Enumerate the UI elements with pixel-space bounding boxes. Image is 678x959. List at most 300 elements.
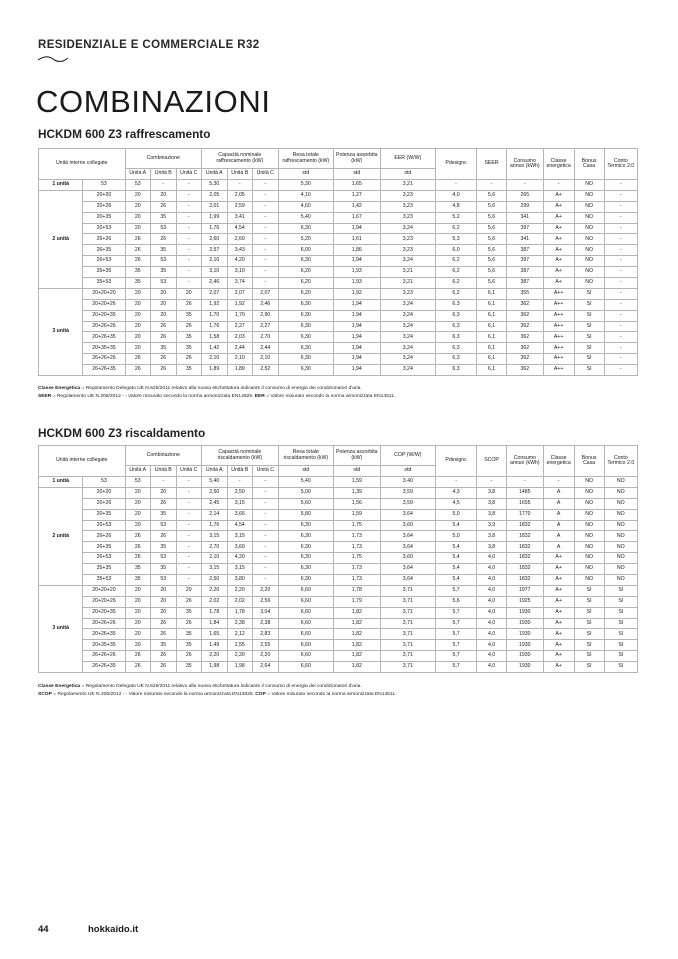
table-cell: 53 bbox=[151, 575, 177, 586]
table-cell: - bbox=[176, 267, 202, 278]
table-cell: - bbox=[543, 477, 574, 488]
table-cell: 1,93 bbox=[333, 267, 380, 278]
table-cell: 1,92 bbox=[333, 288, 380, 299]
table-cell: 26+53 bbox=[83, 553, 125, 564]
note-text: = Regolamento UE N.206/2012 - - Valore misurato secondo la norma armonizzata EN14825. bbox=[51, 393, 255, 399]
heating-table-title: HCKDM 600 Z3 riscaldamento bbox=[38, 426, 206, 440]
table-cell: 2,10 bbox=[253, 354, 279, 365]
table-cell: 397 bbox=[506, 256, 543, 267]
table-cell: 1,76 bbox=[202, 321, 228, 332]
table-cell: 20 bbox=[176, 585, 202, 596]
table-cell: 1,99 bbox=[202, 212, 228, 223]
table-cell: - bbox=[151, 180, 177, 191]
table-cell: 26+53 bbox=[83, 256, 125, 267]
table-cell: 20 bbox=[125, 190, 151, 201]
table-cell: 26 bbox=[151, 234, 177, 245]
note-label: Classe Energetica bbox=[38, 386, 81, 391]
table-cell: 20+26+35 bbox=[83, 332, 125, 343]
table-cell: - bbox=[604, 223, 637, 234]
table-cell: 6,30 bbox=[278, 343, 333, 354]
table-cell: 4,3 bbox=[436, 487, 477, 498]
table-cell: 26 bbox=[125, 365, 151, 376]
col-header-std: std bbox=[278, 169, 333, 180]
table-cell: 6,30 bbox=[278, 256, 333, 267]
table-cell: 3,15 bbox=[227, 564, 253, 575]
table-cell: 3,8 bbox=[477, 531, 507, 542]
table-cell: 2,44 bbox=[227, 343, 253, 354]
col-header-resa: Resa totale riscaldamento (kW) bbox=[278, 446, 333, 466]
table-cell: 20 bbox=[176, 288, 202, 299]
table-cell: SI bbox=[574, 343, 604, 354]
table-cell: 3,15 bbox=[202, 564, 228, 575]
table-row bbox=[39, 256, 638, 267]
table-cell: 20 bbox=[151, 190, 177, 201]
table-cell: 1,59 bbox=[334, 509, 381, 520]
table-cell: 4,8 bbox=[436, 201, 477, 212]
table-cell: 35 bbox=[125, 267, 151, 278]
table-cell: 3,60 bbox=[380, 553, 435, 564]
col-header-resa: Resa totale raffrescamento (kW) bbox=[278, 149, 333, 169]
table-cell: 20 bbox=[125, 629, 151, 640]
table-cell: 5,7 bbox=[436, 585, 477, 596]
table-cell: 3,8 bbox=[477, 487, 507, 498]
table-cell: A+ bbox=[543, 640, 574, 651]
table-cell: 6,60 bbox=[278, 651, 333, 662]
table-cell: 3,24 bbox=[380, 365, 435, 376]
table-cell: - bbox=[176, 256, 202, 267]
table-cell: 362 bbox=[506, 310, 543, 321]
table-cell: - bbox=[176, 245, 202, 256]
table-cell: 265 bbox=[506, 190, 543, 201]
table-cell: 3,24 bbox=[380, 332, 435, 343]
table-cell: 2,02 bbox=[227, 596, 253, 607]
table-cell: 1,94 bbox=[333, 256, 380, 267]
table-cell: 3,8 bbox=[477, 498, 507, 509]
table-cell: 4,0 bbox=[477, 618, 507, 629]
table-cell: - bbox=[176, 190, 202, 201]
table-cell: 1,98 bbox=[227, 662, 253, 673]
col-header-unit-a: Unità A bbox=[202, 169, 228, 180]
table-cell: 3,23 bbox=[380, 190, 435, 201]
table-row bbox=[39, 477, 638, 488]
col-header-unit-b: Unità B bbox=[227, 466, 253, 477]
group-label: 1 unità bbox=[39, 180, 83, 191]
table-cell: NO bbox=[574, 223, 604, 234]
table-cell: 5,7 bbox=[436, 607, 477, 618]
table-cell: 20 bbox=[125, 310, 151, 321]
table-cell: 20+26+26 bbox=[83, 618, 125, 629]
table-cell: - bbox=[176, 509, 202, 520]
table-cell: A++ bbox=[543, 321, 574, 332]
table-cell: - bbox=[253, 575, 279, 586]
table-cell: 1,73 bbox=[334, 531, 381, 542]
table-cell: SI bbox=[604, 640, 637, 651]
group-label: 3 unità bbox=[39, 288, 83, 375]
table-cell: 6,60 bbox=[278, 618, 333, 629]
table-cell: NO bbox=[574, 190, 604, 201]
table-cell: SI bbox=[604, 607, 637, 618]
table-cell: 2,44 bbox=[253, 343, 279, 354]
table-row bbox=[39, 190, 638, 201]
table-cell: 20+20+20 bbox=[83, 288, 125, 299]
table-cell: 2,59 bbox=[227, 201, 253, 212]
table-cell: A+ bbox=[543, 267, 574, 278]
table-cell: A++ bbox=[543, 365, 574, 376]
col-header-std: std bbox=[380, 466, 435, 477]
table-cell: SI bbox=[604, 662, 637, 673]
table-cell: SI bbox=[574, 585, 604, 596]
table-cell: 53 bbox=[125, 180, 151, 191]
table-cell: 20+35+35 bbox=[83, 343, 125, 354]
table-cell: 6,2 bbox=[436, 267, 477, 278]
table-cell: NO bbox=[604, 509, 637, 520]
table-cell: 35 bbox=[151, 542, 177, 553]
table-cell: 355 bbox=[506, 288, 543, 299]
table-cell: 20 bbox=[125, 585, 151, 596]
table-cell: 53 bbox=[83, 477, 125, 488]
table-cell: 1,78 bbox=[334, 585, 381, 596]
table-cell: 6,60 bbox=[278, 607, 333, 618]
table-cell: 2,20 bbox=[253, 651, 279, 662]
table-cell: 1977 bbox=[507, 585, 544, 596]
table-cell: 6,1 bbox=[477, 299, 507, 310]
table-cell: 2,12 bbox=[227, 629, 253, 640]
table-cell: A+ bbox=[543, 553, 574, 564]
table-cell: 4,10 bbox=[278, 190, 333, 201]
table-cell: 2,50 bbox=[227, 487, 253, 498]
table-cell: 3,59 bbox=[380, 487, 435, 498]
table-cell: 1,73 bbox=[334, 542, 381, 553]
table-cell: 3,9 bbox=[477, 520, 507, 531]
table-cell: 362 bbox=[506, 343, 543, 354]
table-cell: - bbox=[176, 278, 202, 289]
table-cell: 1925 bbox=[507, 596, 544, 607]
wave-ornament-icon bbox=[38, 55, 68, 63]
table-cell: 20+35+35 bbox=[83, 640, 125, 651]
table-cell: - bbox=[176, 234, 202, 245]
table-cell: 2,20 bbox=[227, 585, 253, 596]
table-cell: 3,64 bbox=[380, 531, 435, 542]
table-cell: 2,20 bbox=[253, 585, 279, 596]
table-cell: 4,20 bbox=[227, 553, 253, 564]
table-cell: 5,4 bbox=[436, 575, 477, 586]
table-cell: 26 bbox=[125, 256, 151, 267]
table-cell: 26 bbox=[151, 498, 177, 509]
table-cell: 4,0 bbox=[477, 662, 507, 673]
table-cell: SI bbox=[574, 629, 604, 640]
table-cell: NO bbox=[574, 267, 604, 278]
table-cell: 6,1 bbox=[477, 365, 507, 376]
table-cell: 35 bbox=[151, 245, 177, 256]
table-cell: - bbox=[253, 190, 279, 201]
table-cell: - bbox=[604, 332, 637, 343]
table-cell: 1770 bbox=[507, 509, 544, 520]
table-cell: 20 bbox=[125, 498, 151, 509]
table-cell: 1,94 bbox=[333, 223, 380, 234]
table-cell: 35 bbox=[176, 310, 202, 321]
table-cell: SI bbox=[574, 618, 604, 629]
table-cell: - bbox=[604, 278, 637, 289]
table-cell: 1,94 bbox=[333, 365, 380, 376]
col-header-std: std bbox=[380, 169, 435, 180]
website-link[interactable]: hokkaido.it bbox=[88, 924, 139, 935]
table-cell: 2,03 bbox=[227, 332, 253, 343]
table-cell: 26 bbox=[176, 354, 202, 365]
table-cell: 1,78 bbox=[227, 607, 253, 618]
table-cell: 35 bbox=[151, 640, 177, 651]
table-cell: 26+26+26 bbox=[83, 354, 125, 365]
table-cell: 3,24 bbox=[380, 354, 435, 365]
table-cell: 6,1 bbox=[477, 288, 507, 299]
table-cell: 1,70 bbox=[227, 310, 253, 321]
table-cell: - bbox=[604, 288, 637, 299]
table-cell: A+ bbox=[543, 651, 574, 662]
table-cell: 6,3 bbox=[436, 299, 477, 310]
col-header-std: std bbox=[333, 169, 380, 180]
table-cell: 1832 bbox=[507, 553, 544, 564]
col-header-combinazione: Combinazione bbox=[125, 149, 202, 169]
col-header-unit-b: Unità B bbox=[151, 466, 177, 477]
col-header-unita: Unità interne collegate bbox=[39, 149, 126, 180]
table-cell: 1,78 bbox=[202, 607, 228, 618]
table-cell: SI bbox=[604, 596, 637, 607]
table-cell: 3,71 bbox=[380, 607, 435, 618]
table-cell: 3,23 bbox=[380, 288, 435, 299]
table-cell: 4,20 bbox=[227, 256, 253, 267]
table-cell: NO bbox=[574, 256, 604, 267]
table-cell: 1,94 bbox=[333, 332, 380, 343]
table-cell: 1,27 bbox=[333, 190, 380, 201]
table-cell: 4,0 bbox=[477, 564, 507, 575]
table-cell: 20 bbox=[151, 299, 177, 310]
table-cell: 20+20+35 bbox=[83, 310, 125, 321]
col-header-unit-c: Unità C bbox=[253, 466, 279, 477]
table-cell: 26 bbox=[151, 651, 177, 662]
table-cell: - bbox=[253, 212, 279, 223]
table-cell: 6,30 bbox=[278, 310, 333, 321]
table-cell: NO bbox=[604, 575, 637, 586]
table-cell: 26 bbox=[151, 332, 177, 343]
table-cell: 20 bbox=[151, 288, 177, 299]
table-cell: A+ bbox=[543, 201, 574, 212]
note-text: = Regolamento UE N.206/2012 - - Valore misurato secondo la norma armonizzata EN14825. bbox=[51, 691, 256, 697]
table-row bbox=[39, 212, 638, 223]
table-cell: - bbox=[253, 267, 279, 278]
table-cell: 53 bbox=[151, 256, 177, 267]
table-cell: 5,00 bbox=[278, 487, 333, 498]
table-cell: 20+26 bbox=[83, 498, 125, 509]
table-cell: 1,70 bbox=[202, 310, 228, 321]
table-cell: NO bbox=[574, 245, 604, 256]
table-cell: 3,43 bbox=[227, 245, 253, 256]
note-label: SCOP bbox=[38, 691, 52, 697]
table-cell: A+ bbox=[543, 596, 574, 607]
table-cell: - bbox=[253, 553, 279, 564]
table-cell: 2,50 bbox=[202, 575, 228, 586]
table-row bbox=[39, 234, 638, 245]
table-cell: 6,30 bbox=[278, 564, 333, 575]
table-cell: 3,24 bbox=[380, 256, 435, 267]
table-cell: 2,52 bbox=[253, 365, 279, 376]
table-cell: - bbox=[604, 299, 637, 310]
table-row bbox=[39, 321, 638, 332]
table-cell: - bbox=[253, 278, 279, 289]
table-row bbox=[39, 354, 638, 365]
table-cell: 1,89 bbox=[227, 365, 253, 376]
table-row bbox=[39, 640, 638, 651]
col-header-std: std bbox=[334, 466, 381, 477]
table-cell: 2,27 bbox=[227, 321, 253, 332]
table-cell: 6,3 bbox=[436, 343, 477, 354]
col-header-consumo: Consumo annuo (kWh) bbox=[506, 149, 543, 180]
table-cell: 20 bbox=[125, 618, 151, 629]
table-cell: 1,82 bbox=[334, 607, 381, 618]
table-cell: 1,94 bbox=[333, 343, 380, 354]
table-cell: 4,0 bbox=[477, 553, 507, 564]
table-cell: 1,82 bbox=[334, 629, 381, 640]
table-cell: - bbox=[176, 212, 202, 223]
table-cell: 3,23 bbox=[380, 201, 435, 212]
note-line bbox=[38, 683, 638, 691]
table-row bbox=[39, 223, 638, 234]
table-cell: - bbox=[253, 201, 279, 212]
table-row bbox=[39, 180, 638, 191]
table-cell: 35 bbox=[176, 640, 202, 651]
table-cell: 20 bbox=[151, 487, 177, 498]
table-cell: NO bbox=[574, 498, 604, 509]
col-header-unit-c: Unità C bbox=[253, 169, 279, 180]
col-header-capacita: Capacità nominale raffrescamento (kW) bbox=[202, 149, 279, 169]
table-cell: - bbox=[604, 365, 637, 376]
table-cell: 26+26+35 bbox=[83, 662, 125, 673]
table-cell: 362 bbox=[506, 354, 543, 365]
table-cell: 1832 bbox=[507, 564, 544, 575]
table-cell: 2,55 bbox=[253, 640, 279, 651]
table-row bbox=[39, 278, 638, 289]
table-cell: A+ bbox=[543, 256, 574, 267]
col-header-combinazione: Combinazione bbox=[125, 446, 202, 466]
table-cell: - bbox=[604, 234, 637, 245]
table-cell: 20 bbox=[125, 520, 151, 531]
table-cell: SI bbox=[574, 596, 604, 607]
table-cell: 6,3 bbox=[436, 332, 477, 343]
table-cell: 1,56 bbox=[334, 498, 381, 509]
table-cell: 6,3 bbox=[436, 354, 477, 365]
col-header-cop: COP (W/W) bbox=[380, 446, 435, 466]
table-cell: 20 bbox=[125, 487, 151, 498]
table-cell: 2,60 bbox=[202, 234, 228, 245]
table-cell: 35 bbox=[125, 278, 151, 289]
cooling-table-body bbox=[39, 180, 638, 376]
table-cell: NO bbox=[574, 487, 604, 498]
table-cell: 20+20 bbox=[83, 190, 125, 201]
table-cell: 1,76 bbox=[202, 520, 228, 531]
note-label: SEER bbox=[38, 393, 52, 399]
table-row bbox=[39, 629, 638, 640]
table-row bbox=[39, 332, 638, 343]
table-cell: 5,0 bbox=[436, 509, 477, 520]
col-header-std: std bbox=[278, 466, 333, 477]
table-cell: 2,64 bbox=[253, 662, 279, 673]
table-cell: A bbox=[543, 498, 574, 509]
table-cell: A+ bbox=[543, 662, 574, 673]
table-cell: 6,1 bbox=[477, 332, 507, 343]
table-cell: 3,21 bbox=[380, 180, 435, 191]
table-cell: 20 bbox=[125, 299, 151, 310]
table-cell: 5,40 bbox=[202, 477, 228, 488]
table-cell: NO bbox=[574, 180, 604, 191]
table-cell: 26 bbox=[125, 531, 151, 542]
table-cell: 1832 bbox=[507, 531, 544, 542]
table-cell: 1930 bbox=[507, 607, 544, 618]
table-cell: NO bbox=[574, 212, 604, 223]
col-header-eer: EER (W/W) bbox=[380, 149, 435, 169]
table-cell: 6,2 bbox=[436, 288, 477, 299]
table-cell: 6,1 bbox=[477, 343, 507, 354]
table-cell: 26 bbox=[176, 596, 202, 607]
table-cell: 35+35 bbox=[83, 564, 125, 575]
table-cell: 2,05 bbox=[227, 190, 253, 201]
table-cell: 5,6 bbox=[477, 190, 507, 201]
table-cell: 3,23 bbox=[380, 234, 435, 245]
table-cell: 26 bbox=[125, 354, 151, 365]
table-cell: 2,01 bbox=[202, 201, 228, 212]
cooling-table-title: HCKDM 600 Z3 raffrescamento bbox=[38, 127, 211, 141]
note-text: = Valore misurato secondo la norma armonizzata EN14511. bbox=[265, 691, 397, 697]
table-cell: 362 bbox=[506, 365, 543, 376]
table-cell: 20+26+26 bbox=[83, 321, 125, 332]
note-line bbox=[38, 691, 638, 699]
table-cell: - bbox=[253, 531, 279, 542]
table-cell: 1,82 bbox=[334, 618, 381, 629]
note-label: COP bbox=[255, 691, 266, 697]
table-cell: A+ bbox=[543, 223, 574, 234]
table-cell: 3,74 bbox=[227, 278, 253, 289]
table-cell: 6,30 bbox=[278, 299, 333, 310]
table-cell: 1,75 bbox=[334, 520, 381, 531]
table-cell: SI bbox=[574, 321, 604, 332]
table-cell: - bbox=[604, 180, 637, 191]
table-cell: 1832 bbox=[507, 542, 544, 553]
table-cell: - bbox=[253, 477, 279, 488]
table-cell: SI bbox=[574, 332, 604, 343]
table-cell: - bbox=[253, 180, 279, 191]
table-cell: 1930 bbox=[507, 629, 544, 640]
table-cell: 1,92 bbox=[202, 299, 228, 310]
table-cell: 1,61 bbox=[333, 234, 380, 245]
table-cell: 1,42 bbox=[333, 201, 380, 212]
col-header-capacita: Capacità nominale riscaldamento (kW) bbox=[202, 446, 279, 466]
table-cell: 20 bbox=[151, 607, 177, 618]
table-cell: 20 bbox=[125, 607, 151, 618]
table-cell: - bbox=[253, 256, 279, 267]
table-cell: 3,15 bbox=[227, 498, 253, 509]
table-cell: 3,24 bbox=[380, 310, 435, 321]
table-cell: 20 bbox=[151, 585, 177, 596]
table-cell: 5,7 bbox=[436, 662, 477, 673]
note-label: EER bbox=[254, 393, 265, 399]
table-cell: 26 bbox=[151, 629, 177, 640]
col-header-potenza: Potenza assorbita (kW) bbox=[334, 446, 381, 466]
table-cell: - bbox=[253, 542, 279, 553]
table-cell: 35+35 bbox=[83, 267, 125, 278]
table-cell: 299 bbox=[506, 201, 543, 212]
table-cell: - bbox=[604, 354, 637, 365]
table-cell: 6,60 bbox=[278, 596, 333, 607]
note-text: = Regolamento Delegato UE N.626/2011 relativo alla nuova etichettatura indicante il consumo di energia dei condizionatori d'aria. bbox=[80, 684, 362, 689]
table-cell: 20 bbox=[125, 596, 151, 607]
table-cell: - bbox=[604, 310, 637, 321]
